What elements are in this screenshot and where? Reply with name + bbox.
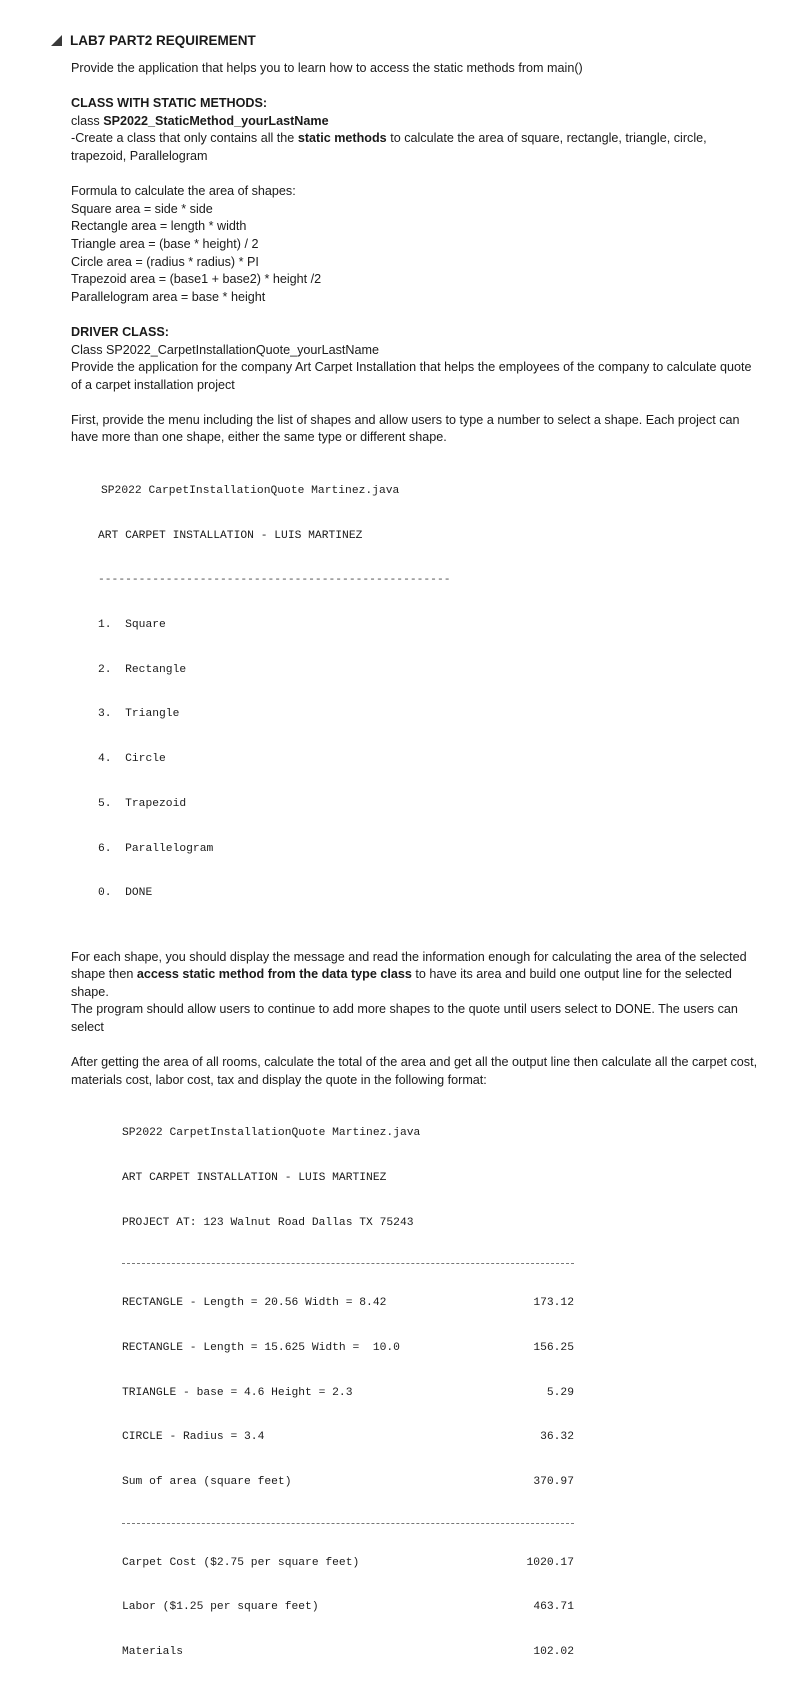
menu-item: 0. DONE [98,887,153,900]
static-section-title: CLASS WITH STATIC METHODS: [71,96,268,111]
formula-title: Formula to calculate the area of shapes: [71,184,296,199]
quote-row: TRIANGLE - base = 4.6 Height = 2.3 5.29 [122,1386,574,1399]
code-divider [122,1263,574,1264]
intro-text: Provide the application that helps you to learn how to access the static methods from main() [71,61,583,75]
formula-item: Square area = side * side [71,201,213,216]
static-class-name: SP2022_StaticMethod_yourLastName [103,113,329,128]
quote-row: CIRCLE - Radius = 3.4 36.32 [122,1431,574,1444]
menu-item: 2. Rectangle [98,663,187,676]
quote-code-sample [122,1096,574,1689]
after-instructions: After getting the area of all rooms, calculate the total of the area and get all the output line then calculate all the carpet cost, materials cost, labor cost, tax and display the quote in the following format: [71,1055,758,1087]
cost-row: Carpet Cost ($2.75 per square feet) 1020.17 [122,1556,574,1569]
continue-instructions: The program should allow users to continue to add more shapes to the quote until users select to DONE. The users can select [71,1002,738,1035]
formula-item: Circle area = (radius * radius) * PI [71,254,259,269]
static-class-description: -Create a class that only contains all the static methods to calculate the area of square, rectangle, triangle, circle, trapezoid, Parallelogram [71,131,707,163]
cost-row: Labor ($1.25 per square feet) 463.71 [122,1601,574,1614]
code-divider: ---------------------------------------------------- [98,574,451,587]
menu-code-sample [98,454,761,931]
shape-instructions: For each shape, you should display the message and read the information enough for calculating the area of the selected shape then access static method from the data type class to have its area and build one output line for the selected shape. [71,949,747,999]
menu-item: 5. Trapezoid [98,797,187,810]
formula-item: Parallelogram area = base * height [71,289,266,304]
code-project-line: PROJECT AT: 123 Walnut Road Dallas TX 75243 [122,1216,414,1229]
quote-sum-row: Sum of area (square feet) 370.97 [122,1476,574,1489]
heading-title: LAB7 PART2 REQUIREMENT [70,33,256,48]
formula-item: Trapezoid area = (base1 + base2) * height /2 [71,272,322,287]
menu-item: 4. Circle [98,753,166,766]
code-divider [122,1523,574,1524]
menu-item: 1. Square [98,619,166,632]
driver-description: Provide the application for the company Art Carpet Installation that helps the employees of the company to calculate quote of a carpet installation project [71,360,752,392]
cost-row: Materials 102.02 [122,1646,574,1659]
code-file-name: SP2022 CarpetInstallationQuote Martinez.java [122,1127,421,1140]
document-body [71,60,761,1690]
formula-item: Rectangle area = length * width [71,219,247,234]
static-class-line: class SP2022_StaticMethod_yourLastName [71,113,329,128]
collapse-triangle-icon[interactable] [51,35,62,46]
menu-intro-text: First, provide the menu including the list of shapes and allow users to type a number to select a shape. Each project can have more than one shape, either the same type or different shape. [71,412,740,445]
code-company-line: ART CARPET INSTALLATION - LUIS MARTINEZ [98,529,363,542]
menu-item: 6. Parallelogram [98,842,214,855]
section-heading[interactable] [51,33,256,48]
driver-section-title: DRIVER CLASS: [71,324,169,339]
quote-row: RECTANGLE - Length = 15.625 Width = 10.0 156.25 [122,1341,574,1354]
code-file-name: SP2022 CarpetInstallationQuote Martinez.java [101,484,400,497]
code-company-line: ART CARPET INSTALLATION - LUIS MARTINEZ [122,1171,387,1184]
driver-class-line: Class SP2022_CarpetInstallationQuote_yourLastName [71,342,380,357]
formula-item: Triangle area = (base * height) / 2 [71,236,259,251]
quote-row: RECTANGLE - Length = 20.56 Width = 8.42 173.12 [122,1297,574,1310]
menu-item: 3. Triangle [98,708,180,721]
